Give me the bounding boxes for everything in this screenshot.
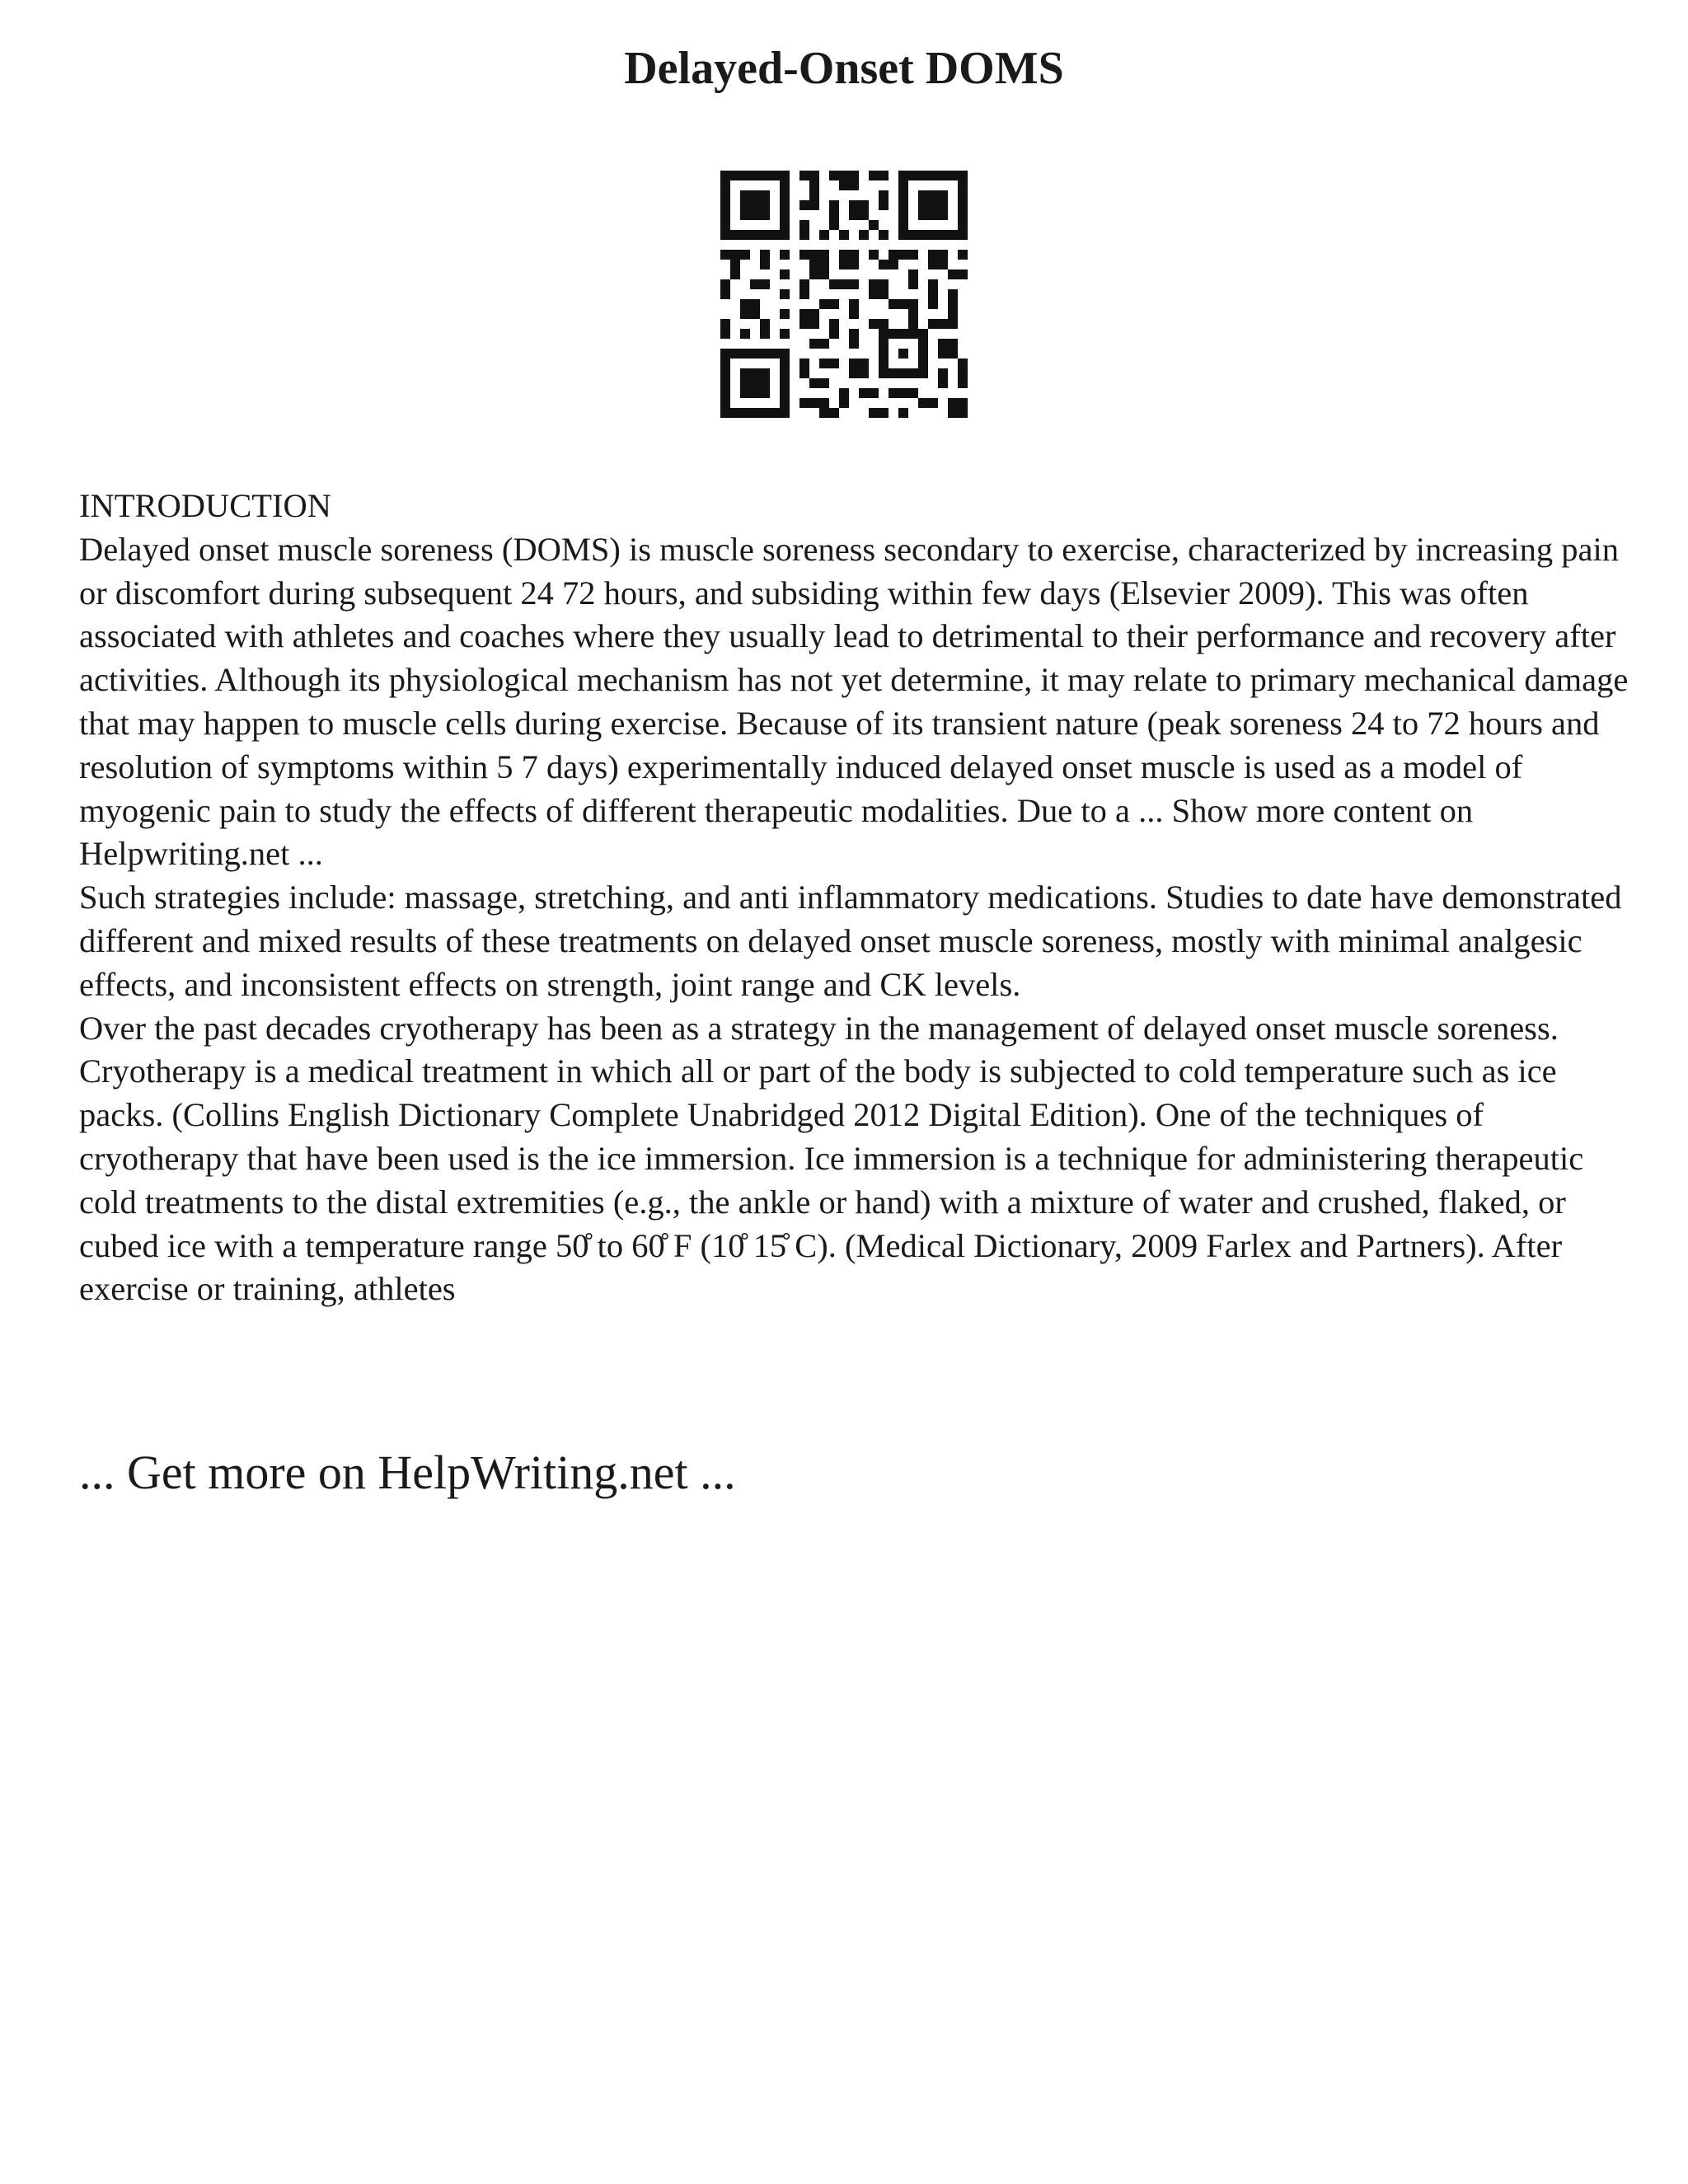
paragraph: Delayed onset muscle soreness (DOMS) is muscle soreness secondary to exercise, characterized by increasing pain or discomfort during subsequent 24 72 hours, and subsiding within few days (Elsevier 2009). This was often associated with athletes and coaches where they usually lead to detrimental to their performance and recovery after activities. Although its physiological mechanism has not yet determine, it may relate to primary mechanical damage that may happen to muscle cells during exercise. Because of its transient nature (peak soreness 24 to 72 hours and resolution of symptoms within 5 7 days) experimentally induced delayed onset muscle is used as a model of myogenic pain to study the effects of different therapeutic modalities. Due to a ... Show more content on Helpwriting.net ... <box>79 530 1629 873</box>
page-title: Delayed-Onset DOMS <box>624 43 1064 94</box>
section-heading: INTRODUCTION <box>79 487 331 524</box>
article-body <box>79 485 1629 1311</box>
paragraph: Over the past decades cryotherapy has been as a strategy in the management of delayed onset muscle soreness. Cryotherapy is a medical treatment in which all or part of the body is subjected to cold temperature such as ice packs. (Collins English Dictionary Complete Unabridged 2012 Digital Edition). One of the techniques of cryotherapy that have been used is the ice immersion. Ice immersion is a technique for administering therapeutic cold treatments to the distal extremities (e.g., the ankle or hand) with a mixture of water and crushed, flaked, or cubed ice with a temperature range 50̊ to 60̊ F (10̊ 15̊ C). (Medical Dictionary, 2009 Farlex and Partners). After exercise or training, athletes <box>79 1009 1584 1308</box>
qr-code-icon[interactable] <box>720 171 968 418</box>
get-more-link[interactable]: ... Get more on HelpWriting.net ... <box>79 1446 736 1499</box>
paragraph: Such strategies include: massage, stretching, and anti inflammatory medications. Studies to date have demonstrated different and mixed results of these treatments on delayed onset muscle soreness, mostly with minimal analgesic effects, and inconsistent effects on strength, joint range and CK levels. <box>79 879 1622 1003</box>
